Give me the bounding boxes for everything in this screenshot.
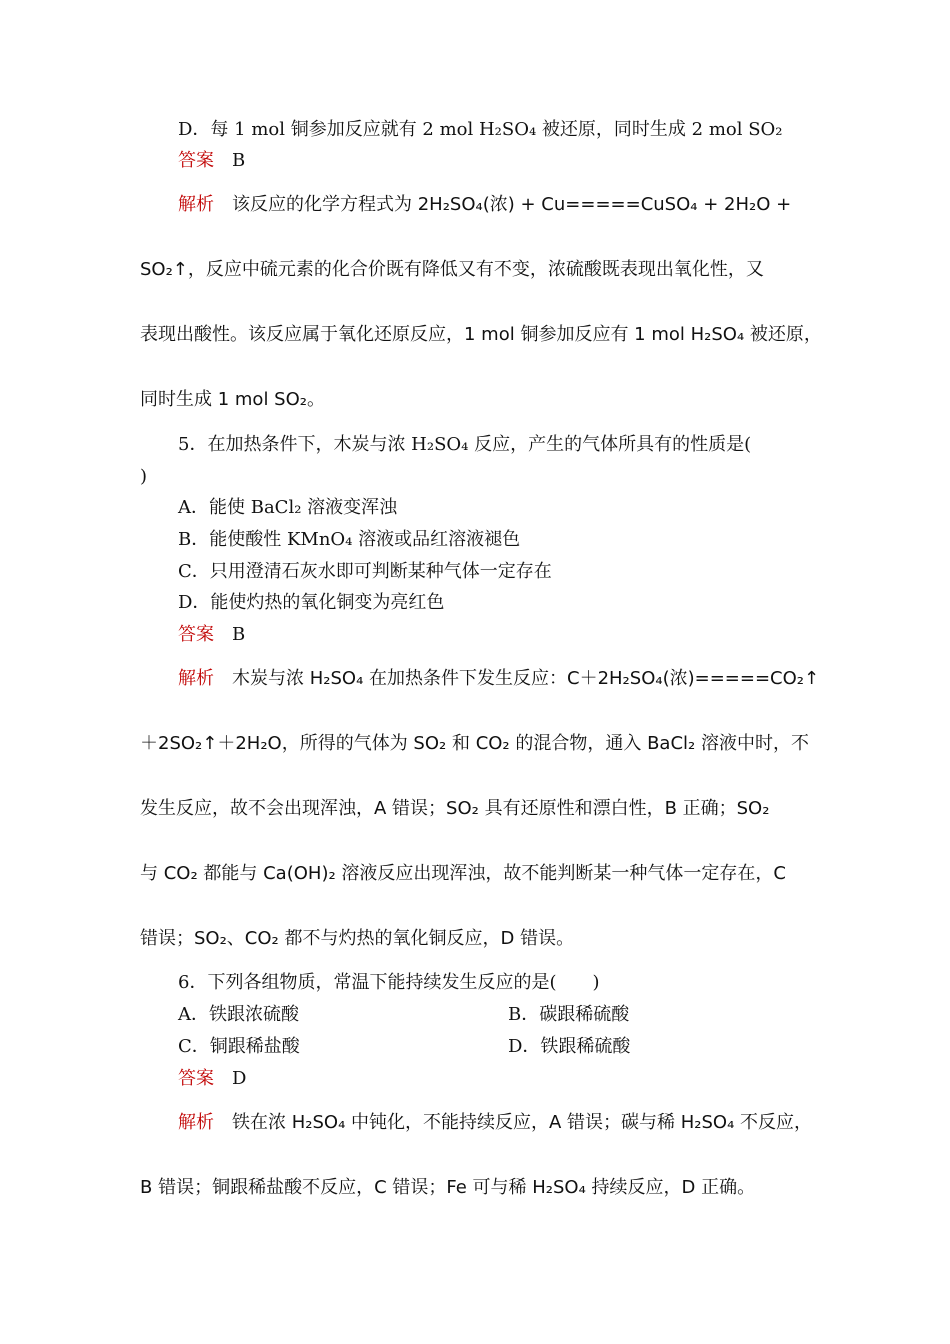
q6-option-a: A．铁跟浓硫酸 (178, 1004, 299, 1025)
q6-answer (178, 1067, 246, 1091)
answer-value: B (232, 624, 246, 645)
q5-stem-end: ) (140, 466, 148, 487)
q5-explanation-line: 与 CO₂ 都能与 Ca(OH)₂ 溶液反应出现浑浊，故不能判断某一种气体一定存在，C (140, 863, 786, 884)
answer-value: D (232, 1068, 247, 1089)
q5-explanation-line: 发生反应，故不会出现浑浊，A 错误；SO₂ 具有还原性和漂白性，B 正确；SO₂ (140, 798, 770, 819)
q5-explanation-line: 错误；SO₂、CO₂ 都不与灼热的氧化铜反应，D 错误。 (140, 928, 575, 949)
explanation-text: 木炭与浓 H₂SO₄ 在加热条件下发生反应：C＋2H₂SO₄(浓)=====CO₂↑ (232, 668, 820, 689)
answer-label: 答案 (178, 624, 214, 645)
answer-label: 答案 (178, 150, 214, 171)
q6-option-c: C．铜跟稀盐酸 (178, 1036, 300, 1057)
q6-explanation-line (178, 1111, 812, 1135)
q5-explanation-line: ＋2SO₂↑＋2H₂O，所得的气体为 SO₂ 和 CO₂ 的混合物，通入 BaCl₂ 溶液中时，不 (140, 733, 809, 754)
q4-option-d: D．每 1 mol 铜参加反应就有 2 mol H₂SO₄ 被还原，同时生成 2 mol SO₂ (178, 119, 783, 140)
q6-stem: 6．下列各组物质，常温下能持续发生反应的是( ) (178, 972, 600, 993)
q4-answer (178, 149, 245, 173)
q6-option-d: D．铁跟稀硫酸 (508, 1036, 631, 1057)
answer-value: B (232, 150, 246, 171)
q5-option-b: B．能使酸性 KMnO₄ 溶液或品红溶液褪色 (178, 529, 521, 550)
q4-explanation-line (178, 193, 791, 217)
q5-explanation-line (178, 667, 819, 691)
q5-stem: 5．在加热条件下，木炭与浓 H₂SO₄ 反应，产生的气体所具有的性质是( (178, 434, 752, 455)
q5-option-d: D．能使灼热的氧化铜变为亮红色 (178, 592, 445, 613)
answer-label: 答案 (178, 1068, 214, 1089)
explanation-label: 解析 (178, 668, 214, 689)
explanation-label: 解析 (178, 194, 214, 215)
q5-option-a: A．能使 BaCl₂ 溶液变浑浊 (178, 497, 398, 518)
q5-option-c: C．只用澄清石灰水即可判断某种气体一定存在 (178, 561, 552, 582)
q6-explanation-line: B 错误；铜跟稀盐酸不反应，C 错误；Fe 可与稀 H₂SO₄ 持续反应，D 正确。 (140, 1177, 756, 1198)
q4-explanation-line: 表现出酸性。该反应属于氧化还原反应，1 mol 铜参加反应有 1 mol H₂SO₄ 被还原， (140, 324, 822, 345)
q6-option-b: B．碳跟稀硫酸 (508, 1004, 630, 1025)
explanation-text: 该反应的化学方程式为 2H₂SO₄(浓) + Cu=====CuSO₄ + 2H₂O + (232, 194, 792, 215)
explanation-label: 解析 (178, 1112, 214, 1133)
explanation-text: 铁在浓 H₂SO₄ 中钝化，不能持续反应，A 错误；碳与稀 H₂SO₄ 不反应， (232, 1112, 813, 1133)
q5-answer (178, 623, 245, 647)
q4-explanation-line: SO₂↑，反应中硫元素的化合价既有降低又有不变，浓硫酸既表现出氧化性，又 (140, 259, 764, 280)
q4-explanation-line: 同时生成 1 mol SO₂。 (140, 389, 325, 410)
